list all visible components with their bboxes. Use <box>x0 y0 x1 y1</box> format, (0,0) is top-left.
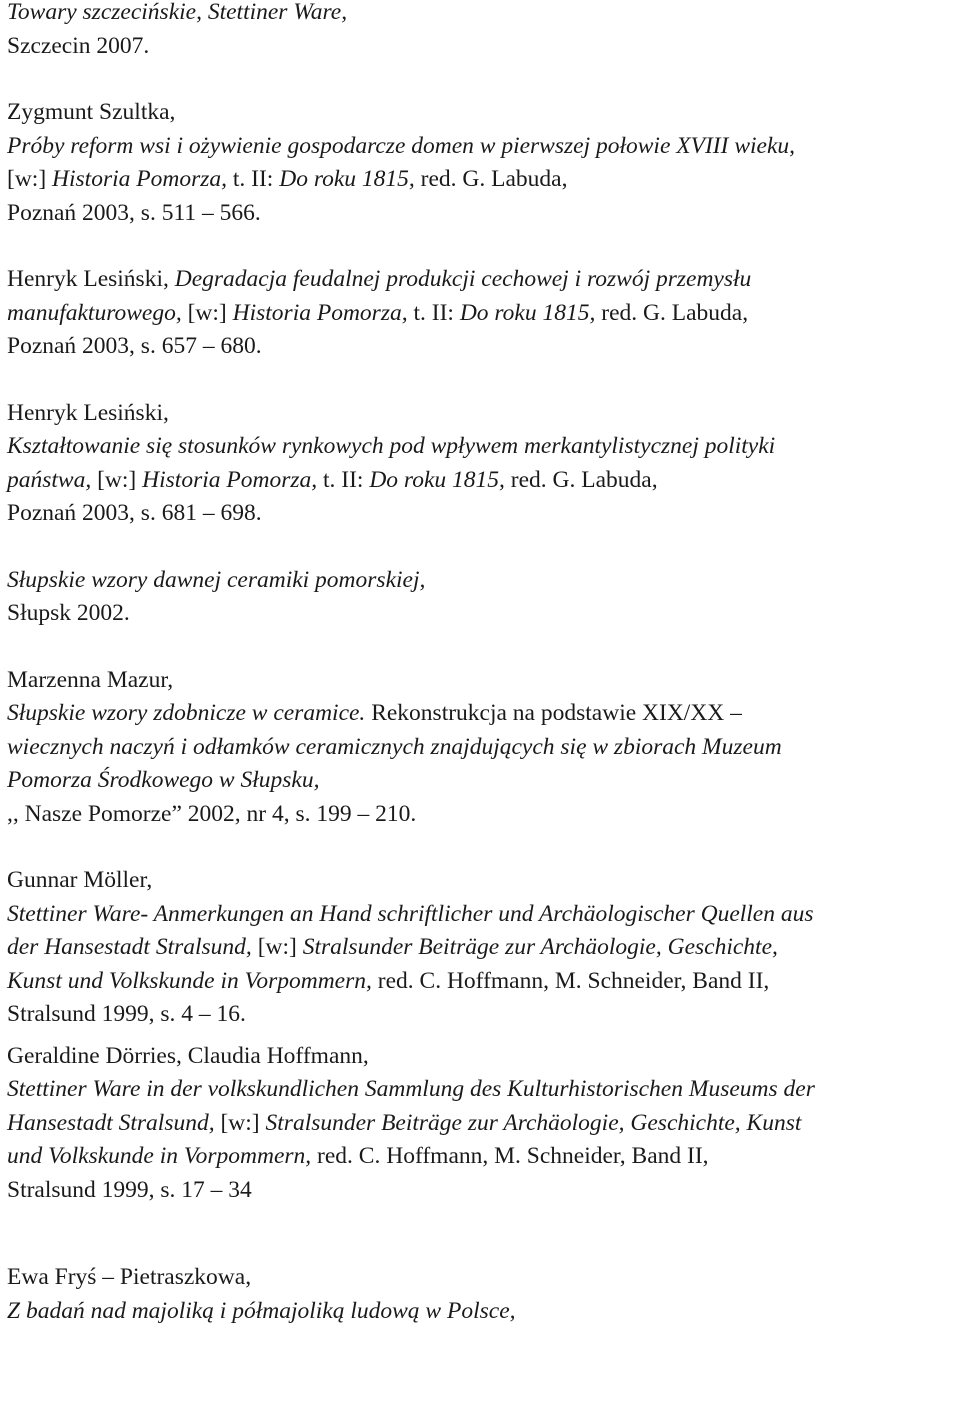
italic-title-text: Próby reform wsi i ożywienie gospodarcze domen w pierwszej połowie XVIII wieku, <box>7 132 796 159</box>
entry-spacer <box>7 831 957 864</box>
bibliography-entry <box>7 1261 957 1328</box>
plain-text: red. C. Hoffmann, M. Schneider, Band II, <box>371 967 770 994</box>
plain-text: t. II: <box>227 166 280 192</box>
plain-text: red. G. Labuda, <box>504 466 658 493</box>
plain-text: Henryk Lesiński, <box>7 399 169 426</box>
plain-text: red. C. Hoffmann, M. Schneider, Band II, <box>311 1143 709 1169</box>
italic-title-text: Hansestadt Stralsund, <box>7 1109 215 1136</box>
entry-line <box>7 898 957 932</box>
entry-line <box>7 297 957 331</box>
bibliography-entry <box>7 1040 957 1208</box>
entry-spacer <box>7 1207 957 1261</box>
bibliography-entry <box>7 0 957 63</box>
entry-line <box>7 564 957 598</box>
bibliography-entry <box>7 397 957 531</box>
italic-title-text: der Hansestadt Stralsund, <box>7 934 252 960</box>
plain-text: red. G. Labuda, <box>595 299 749 326</box>
entry-line <box>7 1261 957 1295</box>
entry-line <box>7 1040 957 1074</box>
italic-title-text: und Volkskunde in Vorpommern, <box>7 1143 312 1169</box>
italic-title-text: Do roku 1815, <box>459 299 596 326</box>
entry-line <box>7 798 957 832</box>
italic-title-text: Towary szczecińskie, Stettiner Ware, <box>7 0 348 25</box>
plain-text: [w:] <box>91 466 143 493</box>
entry-line <box>7 764 957 798</box>
bibliography-entry <box>7 263 957 364</box>
plain-text: Ewa Fryś – Pietraszkowa, <box>7 1264 252 1290</box>
plain-text: ,, Nasze Pomorze” 2002, nr 4, s. 199 – 210. <box>7 800 417 827</box>
entry-line <box>7 931 957 965</box>
bibliography-entry <box>7 564 957 631</box>
italic-title-text: Degradacja feudalnej produkcji cechowej i rozwój przemysłu <box>174 266 752 292</box>
plain-text: Poznań 2003, s. 681 – 698. <box>7 500 262 526</box>
plain-text: [w:] <box>7 166 53 192</box>
bibliography-entry <box>7 864 957 1032</box>
entry-line <box>7 1140 957 1174</box>
italic-title-text: Historia Pomorza, <box>52 166 227 192</box>
entry-line <box>7 664 957 698</box>
entry-line <box>7 330 957 364</box>
entry-spacer <box>7 531 957 564</box>
entry-line <box>7 197 957 231</box>
entry-line <box>7 0 957 30</box>
entry-line <box>7 998 957 1032</box>
italic-title-text: Kunst und Volkskunde in Vorpommern, <box>7 967 372 994</box>
plain-text: Słupsk 2002. <box>7 600 130 626</box>
entry-line <box>7 96 957 130</box>
italic-title-text: Do roku 1815, <box>369 466 505 493</box>
entry-line <box>7 464 957 498</box>
plain-text: [w:] <box>251 934 303 960</box>
italic-title-text: Słupskie wzory dawnej ceramiki pomorskiej, <box>7 566 426 593</box>
entry-line <box>7 864 957 898</box>
italic-title-text: Stettiner Ware in der volkskundlichen Sammlung des Kulturhistorischen Museums der <box>7 1076 815 1102</box>
entry-line <box>7 430 957 464</box>
entry-spacer <box>7 364 957 397</box>
plain-text: [w:] <box>181 299 233 326</box>
entry-line <box>7 697 957 731</box>
entry-line <box>7 163 957 197</box>
entry-line <box>7 1174 957 1208</box>
plain-text: Szczecin 2007. <box>7 32 150 59</box>
bibliography-entry <box>7 96 957 230</box>
plain-text: Poznań 2003, s. 511 – 566. <box>7 199 261 226</box>
plain-text: red. G. Labuda, <box>414 166 568 192</box>
entry-line <box>7 130 957 164</box>
plain-text: Henryk Lesiński, <box>7 266 175 292</box>
entry-line <box>7 1073 957 1107</box>
italic-title-text: Stralsunder Beiträge zur Archäologie, Geschichte, <box>302 934 778 960</box>
plain-text: Geraldine Dörries, Claudia Hoffmann, <box>7 1042 369 1069</box>
entry-line <box>7 731 957 765</box>
plain-text: Marzenna Mazur, <box>7 666 174 693</box>
plain-text: Rekonstrukcja na podstawie XIX/XX – <box>365 700 742 726</box>
plain-text: [w:] <box>214 1109 266 1136</box>
plain-text: Zygmunt Szultka, <box>7 99 176 125</box>
plain-text: Poznań 2003, s. 657 – 680. <box>7 333 262 359</box>
entry-spacer <box>7 631 957 664</box>
plain-text: Stralsund 1999, s. 17 – 34 <box>7 1176 252 1203</box>
plain-text: Stralsund 1999, s. 4 – 16. <box>7 1001 246 1027</box>
entry-spacer <box>7 230 957 263</box>
plain-text: t. II: <box>317 466 370 493</box>
italic-title-text: Kształtowanie się stosunków rynkowych pod wpływem merkantylistycznej polityki <box>7 433 776 459</box>
entry-line <box>7 263 957 297</box>
entry-line <box>7 497 957 531</box>
entry-line <box>7 1107 957 1141</box>
entry-spacer <box>7 1032 957 1040</box>
italic-title-text: manufakturowego, <box>7 299 182 326</box>
italic-title-text: Historia Pomorza, <box>142 466 318 493</box>
entry-line <box>7 597 957 631</box>
entry-line <box>7 1295 957 1329</box>
italic-title-text: Stralsunder Beiträge zur Archäologie, Geschichte, Kunst <box>265 1109 802 1136</box>
italic-title-text: wiecznych naczyń i odłamków ceramicznych znajdujących się w zbiorach Muzeum <box>7 733 782 760</box>
bibliography-page <box>7 0 957 1328</box>
italic-title-text: państwa, <box>7 466 92 493</box>
plain-text: Gunnar Möller, <box>7 867 153 893</box>
italic-title-text: Słupskie wzory zdobnicze w ceramice. <box>7 700 366 726</box>
bibliography-entry <box>7 664 957 832</box>
italic-title-text: Stettiner Ware- Anmerkungen an Hand schriftlicher und Archäologischer Quellen aus <box>7 900 814 927</box>
entry-line <box>7 965 957 999</box>
entry-line <box>7 397 957 431</box>
entry-line <box>7 30 957 64</box>
italic-title-text: Z badań nad majoliką i półmajoliką ludową w Polsce, <box>7 1297 516 1324</box>
italic-title-text: Do roku 1815, <box>279 166 415 192</box>
italic-title-text: Pomorza Środkowego w Słupsku, <box>7 767 320 793</box>
italic-title-text: Historia Pomorza, <box>232 299 408 326</box>
entry-spacer <box>7 63 957 96</box>
plain-text: t. II: <box>407 299 460 326</box>
